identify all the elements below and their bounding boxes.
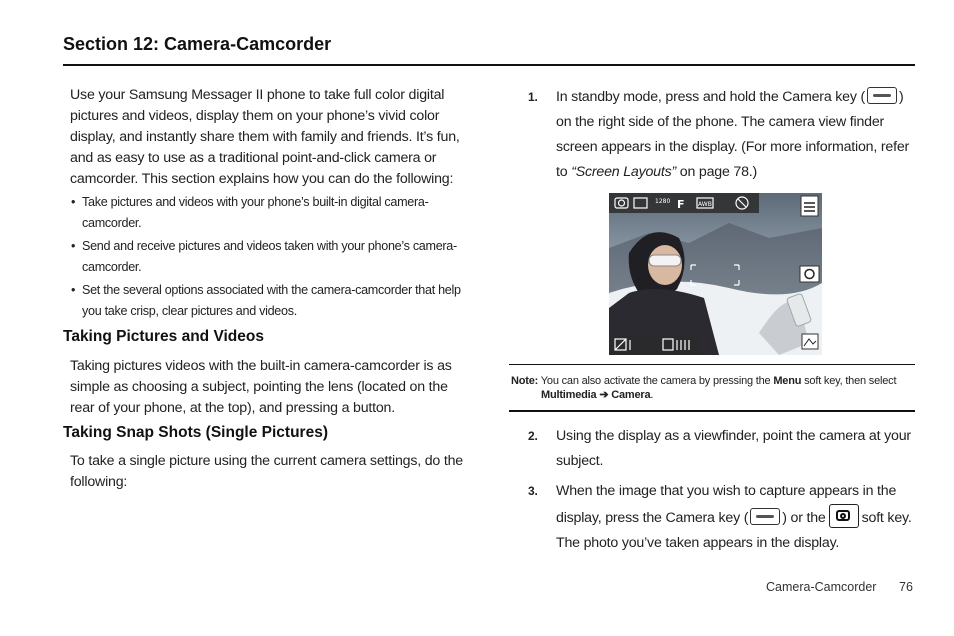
- feature-list: [70, 192, 472, 322]
- intro-paragraph: Use your Samsung Messager II phone to take full color digital pictures and videos, display them on your phone’s vivid color display, and instantly share them with family and friends. It’s fun, and as easy to use as a traditional point-and-click camera or camcorder. This section explains how you can do the following:: [70, 87, 460, 187]
- list-item: • Set the several options associated with the camera-camcorder that help you take crisp, clear pictures and videos.: [70, 280, 472, 322]
- footer-chapter: Camera-Camcorder: [766, 580, 877, 594]
- note-rule-bottom: [509, 410, 915, 412]
- list-item: • Send and receive pictures and videos taken with your phone’s camera-camcorder.: [70, 236, 472, 278]
- gallery-icon: [802, 334, 818, 349]
- step-number: 2.: [528, 429, 538, 443]
- step-text: Using the display as a viewfinder, point the camera at your subject.: [556, 428, 911, 469]
- resolution-label: 1280: [655, 198, 671, 205]
- step-2: [528, 424, 916, 474]
- page-title: Section 12: Camera-Camcorder: [63, 34, 332, 54]
- note-label: Note:: [511, 375, 539, 387]
- camera-softkey-icon: [829, 504, 859, 528]
- subsection-title: Taking Pictures and Videos: [63, 328, 264, 345]
- step-text: In standby mode, press and hold the Camera key ( ) on the right side of the phone. The camera view finder screen appears in the display. (For more information, refer to “Screen Layouts” on page 78.): [556, 89, 910, 180]
- camera-key-icon: [867, 87, 897, 104]
- step-3: [528, 479, 916, 556]
- subsection-body: To take a single picture using the current camera settings, do the following:: [70, 453, 463, 490]
- title-rule: [63, 64, 915, 66]
- white-balance-label: AWB: [698, 201, 712, 208]
- subsection-body: Taking pictures videos with the built-in camera-camcorder is as simple as choosing a subject, pointing the lens (located on the rear of your phone, at the top), and pressing a button.: [70, 358, 452, 416]
- viewfinder-screenshot: [609, 193, 822, 355]
- arrow-icon: ➔: [599, 389, 609, 401]
- camera-key-icon: [750, 508, 780, 525]
- viewfinder-image: [609, 193, 822, 355]
- quality-letter: F: [677, 198, 685, 211]
- subsection-title: Taking Snap Shots (Single Pictures): [63, 424, 328, 441]
- step-number: 3.: [528, 484, 538, 498]
- page-number: 76: [899, 580, 913, 594]
- camera-capture-icon: [800, 266, 819, 282]
- note-rule-top: [509, 364, 915, 365]
- cross-reference: “Screen Layouts”: [571, 164, 677, 180]
- step-1: [528, 85, 916, 185]
- menu-icon: [801, 196, 818, 216]
- step-number: 1.: [528, 90, 538, 104]
- step-text: When the image that you wish to capture appears in the display, press the Camera key ( ) or the soft key. The photo you’ve taken appears in the display.: [556, 483, 912, 551]
- list-item: • Take pictures and videos with your phone’s built-in digital camera-camcorder.: [70, 192, 472, 234]
- note-block: Note: You can also activate the camera by pressing the Menu soft key, then select Multimedia ➔ Camera.: [511, 375, 897, 401]
